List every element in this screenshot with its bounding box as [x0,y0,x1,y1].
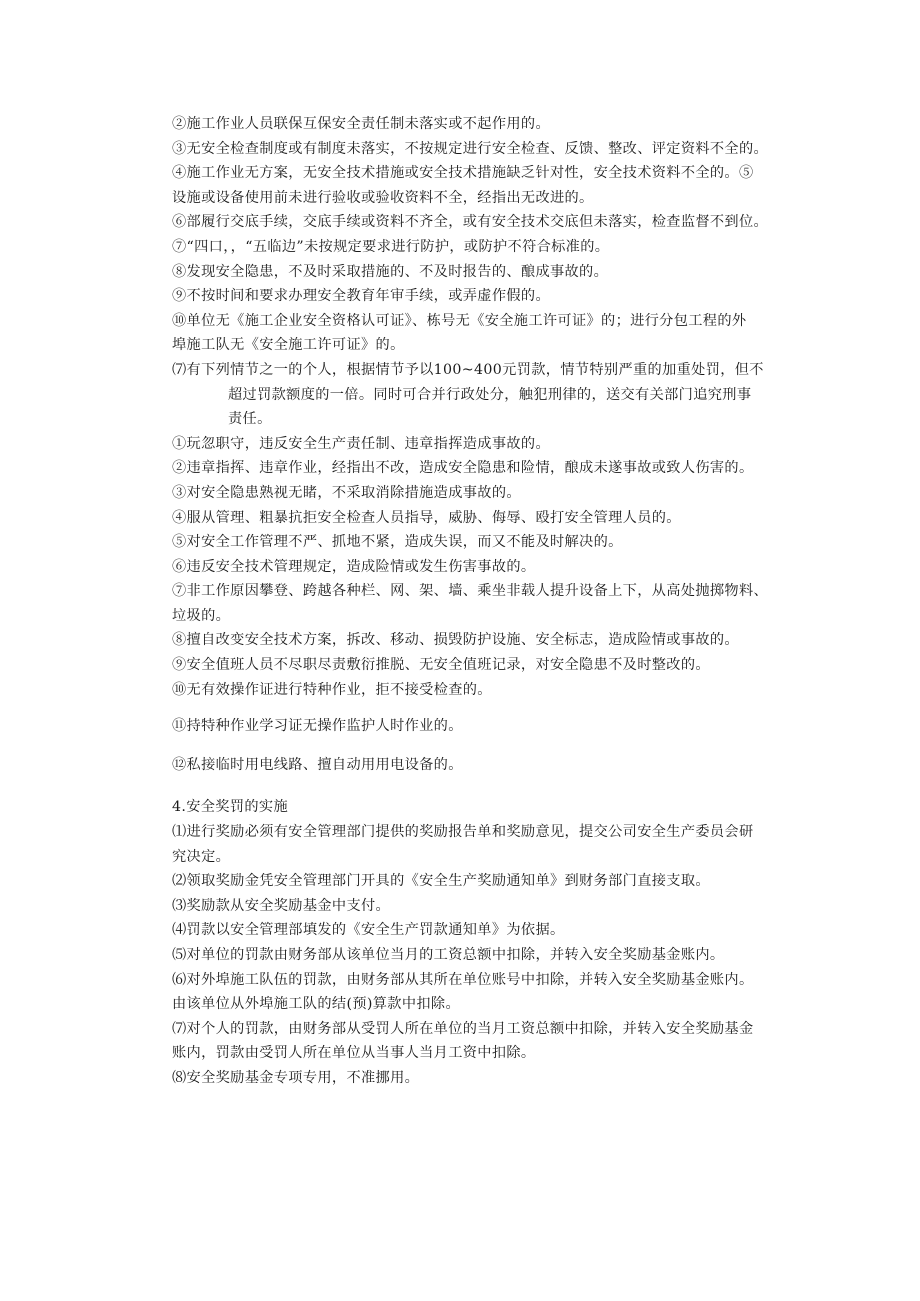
list-item: ①玩忽职守，违反安全生产责任制、违章指挥造成事故的。 [172,435,550,452]
list-item: ③对安全隐患熟视无睹，不采取消除措施造成事故的。 [172,484,521,501]
list-item: ④服从管理、粗暴抗拒安全检查人员指导，威胁、侮辱、殴打安全管理人员的。 [172,509,681,526]
paragraph-line: ⑵领取奖励金凭安全管理部门开具的《安全生产奖励通知单》到财务部门直接支取。 [172,873,710,890]
list-item: 设施或设备使用前未进行验收或验收资料不全，经指出无改进的。 [172,189,594,206]
paragraph-line: ⑷罚款以安全管理部填发的《安全生产罚款通知单》为依据。 [172,922,565,939]
paragraph-line: 账内，罚款由受罚人所在单位从当事人当月工资中扣除。 [172,1045,536,1062]
clause-7-line: 责任。 [228,411,272,428]
list-item: ④施工作业无方案，无安全技术措施或安全技术措施缺乏针对性，安全技术资料不全的。⑤ [172,165,754,182]
clause-7-line: 超过罚款额度的一倍。同时可合并行政处分，触犯刑律的，送交有关部门追究刑事 [228,386,752,403]
paragraph-line: ⑸对单位的罚款由财务部从该单位当月的工资总额中扣除，并转入安全奖励基金账内。 [172,947,725,963]
paragraph-line: ⑺对个人的罚款，由财务部从受罚人所在单位的当月工资总额中扣除，并转入安全奖励基金 [172,1020,754,1037]
list-item: ⑦“四口，，“五临边”未按规定要求进行防护，或防护不符合标准的。 [172,238,610,255]
list-item: ⑩无有效操作证进行特种作业，拒不接受检查的。 [172,681,492,698]
list-item: ②违章指挥、违章作业，经指出不改，造成安全隐患和险情，酿成未遂事故或致人伤害的。 [172,460,754,477]
paragraph-line: ⑹对外埠施工队伍的罚款，由财务部从其所在单位账号中扣除，并转入安全奖励基金账内。 [172,971,754,988]
list-item: ⑨不按时间和要求办理安全教育年审手续，或弄虚作假的。 [172,288,550,305]
list-item: ⑫私接临时用电线路、擅自动用用电设备的。 [172,756,463,773]
clause-7-individual-penalty [172,358,804,432]
violation-list-individuals [172,432,804,778]
list-item: ⑤对安全工作管理不严、抓地不紧，造成失误，而又不能及时解决的。 [172,534,623,551]
paragraph-line: ⑴进行奖励必须有安全管理部门提供的奖励报告单和奖励意见，提交公司安全生产委员会研 [172,824,754,841]
list-item: 埠施工队无《安全施工许可证》的。 [172,337,405,354]
paragraph-line: ⑶奖励款从安全奖励基金中支付。 [172,897,391,914]
list-item: ③无安全检查制度或有制度未落实，不按规定进行安全检查、反馈、整改、评定资料不全的。 [172,140,769,157]
list-item: ⑩单位无《施工企业安全资格认可证》、栋号无《安全施工许可证》的；进行分包工程的外 [172,312,747,329]
clause-7-line: ⑺有下列情节之一的个人，根据情节予以100~400元罚款，情节特别严重的加重处罚，但不 [172,361,764,378]
list-item: ②施工作业人员联保互保安全责任制未落实或不起作用的。 [172,116,550,132]
list-item: ⑥违反安全技术管理规定，造成险情或发生伤害事故的。 [172,558,536,575]
paragraph-line: ⑻安全奖励基金专项专用，不准挪用。 [172,1069,420,1086]
section-heading: 4.安全奖罚的实施 [172,799,288,816]
list-item: ⑪持特种作业学习证无操作监护人时作业的。 [172,718,463,735]
list-item: ⑧擅自改变安全技术方案，拆改、移动、损毁防护设施、安全标志，造成险情或事故的。 [172,632,739,649]
list-item: 垃圾的。 [172,607,231,624]
list-item: ⑥部履行交底手续，交底手续或资料不齐全，或有安全技术交底但未落实，检查监督不到位。 [172,214,769,231]
list-item: ⑨安全值班人员不尽职尽责敷衍推脱、无安全值班记录，对安全隐患不及时整改的。 [172,657,710,674]
document-page [172,112,804,1091]
paragraph-line: 由该单位从外埠施工队的结(预)算款中扣除。 [172,996,460,1013]
list-item: ⑧发现安全隐患，不及时采取措施的、不及时报告的、酿成事故的。 [172,263,609,280]
violation-list-units [172,112,804,358]
paragraph-line: 究决定。 [172,848,231,865]
list-item: ⑦非工作原因攀登、跨越各种栏、网、架、墙、乘坐非载人提升设备上下，从高处抛掷物料、 [172,583,769,600]
section-4-implementation [172,795,804,1090]
